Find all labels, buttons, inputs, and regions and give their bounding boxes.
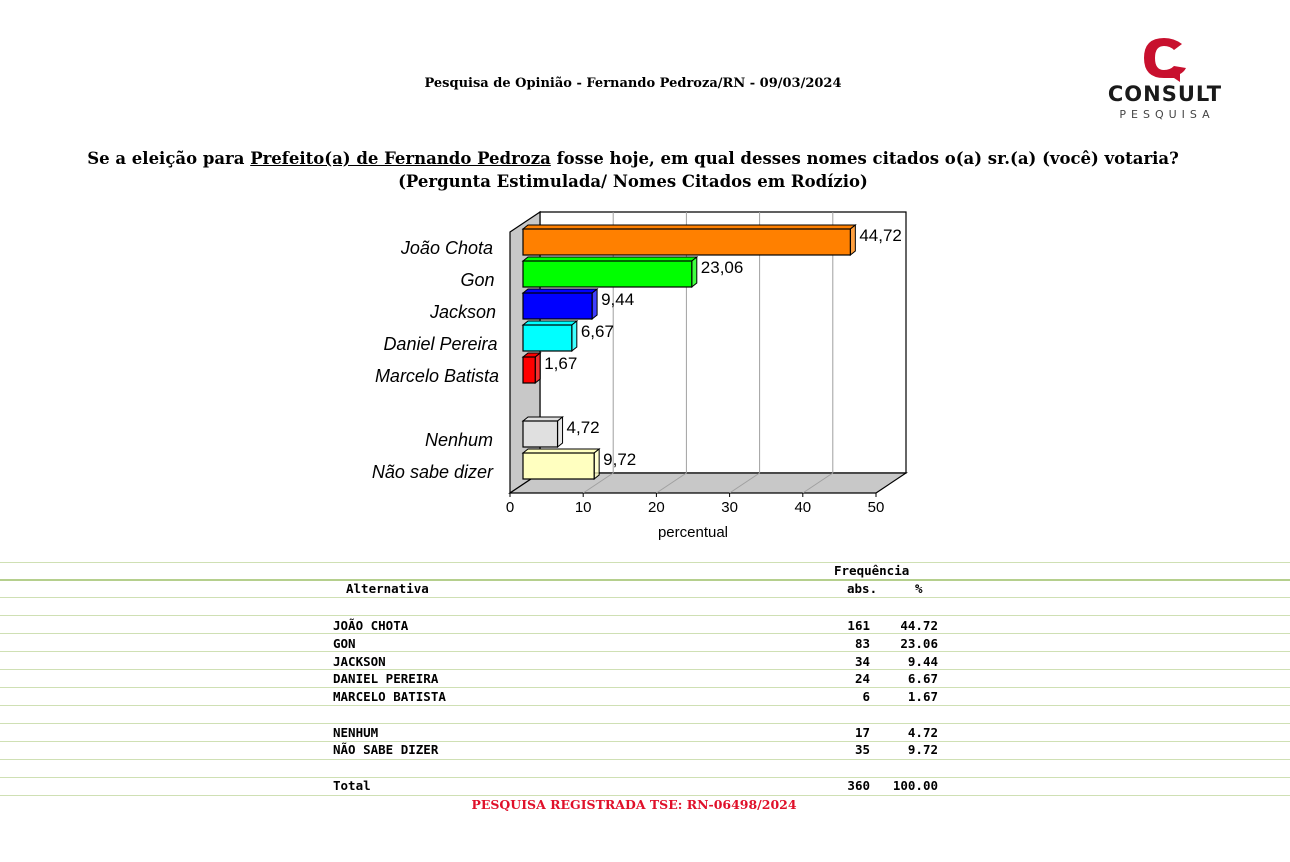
bar-top (523, 289, 597, 293)
category-label: Não sabe dizer (371, 462, 493, 482)
bar-top (523, 449, 599, 453)
table-rule (0, 759, 1290, 760)
table-row-pct: 44.72 (900, 618, 938, 633)
table-col-abs: abs. (847, 581, 878, 596)
table-rule (0, 705, 1290, 706)
table-row-name: GON (333, 636, 356, 651)
bar (523, 257, 697, 287)
bar (523, 417, 563, 447)
bar (523, 321, 577, 351)
bar-value-label: 23,06 (700, 258, 744, 277)
table-row-abs: 35 (854, 742, 870, 757)
logo-wordmark: CONSULT (1107, 82, 1223, 106)
question-subtitle: (Pergunta Estimulada/ Nomes Citados em Rodízio) (398, 172, 868, 191)
table-rule (0, 597, 1290, 598)
bar (523, 449, 599, 479)
table-rule (0, 687, 1290, 688)
bar-value-label: 4,72 (566, 418, 600, 437)
table-row-abs: 24 (854, 671, 870, 686)
x-tick-label: 10 (574, 499, 592, 516)
table-row-pct: 23.06 (900, 636, 938, 651)
tse-registration: PESQUISA REGISTRADA TSE: RN-06498/2024 (471, 797, 797, 812)
table-row-pct: 9.72 (907, 742, 938, 757)
bar-front (523, 421, 558, 447)
x-axis-label: percentual (657, 524, 729, 541)
category-label: Marcelo Batista (374, 366, 499, 386)
bar-side (850, 225, 855, 255)
x-tick-label: 0 (505, 499, 515, 516)
table-freq-header: Frequência (834, 563, 910, 578)
bar-front (523, 293, 592, 319)
bar-front (523, 229, 850, 255)
bar-top (523, 417, 563, 421)
category-label: Jackson (429, 302, 496, 322)
x-tick-label: 30 (721, 499, 738, 516)
table-row-abs: 17 (854, 725, 870, 740)
bar-front (523, 325, 572, 351)
bar-side (572, 321, 577, 351)
question-pre: Se a eleição para (87, 149, 251, 168)
category-label: João Chota (400, 238, 493, 258)
table-rule (0, 795, 1290, 796)
consult-logo (1100, 36, 1230, 126)
table-rule (0, 669, 1290, 670)
bar-front (523, 261, 692, 287)
bar-chart (0, 200, 1290, 545)
bar-front (523, 453, 594, 479)
table-col-alternativa: Alternativa (346, 581, 429, 596)
table-row-abs: 6 (862, 689, 870, 704)
bar-top (523, 257, 697, 261)
table-row-pct: 1.67 (907, 689, 938, 704)
bar-top (523, 321, 577, 325)
table-row-name: JACKSON (333, 654, 386, 669)
table-total-name: Total (333, 778, 371, 793)
table-row-abs: 161 (847, 618, 870, 633)
table-rule (0, 562, 1290, 563)
question-post: fosse hoje, em qual desses nomes citados o(a) sr.(a) (você) votaria? (550, 149, 1179, 168)
category-label: Nenhum (424, 430, 493, 450)
table-col-pct: % (915, 581, 923, 596)
table-rule (0, 777, 1290, 778)
bar-value-label: 1,67 (544, 354, 578, 373)
question-underlined: Prefeito(a) de Fernando Pedroza (250, 149, 551, 168)
bar (523, 353, 540, 383)
bar-side (594, 449, 599, 479)
table-rule (0, 723, 1290, 724)
bar (523, 289, 597, 319)
table-rule (0, 579, 1290, 581)
bar-value-label: 6,67 (580, 322, 614, 341)
table-row-name: DANIEL PEREIRA (333, 671, 439, 686)
bar-value-label: 9,72 (603, 450, 637, 469)
table-row-name: NENHUM (333, 725, 379, 740)
table-row-pct: 9.44 (907, 654, 938, 669)
bar-side (692, 257, 697, 287)
bar-value-label: 44,72 (859, 226, 902, 245)
logo-c-mark-icon (1100, 36, 1230, 82)
table-row-abs: 34 (854, 654, 870, 669)
table-row-abs: 83 (854, 636, 870, 651)
survey-header: Pesquisa de Opinião - Fernando Pedroza/RN - 09/03/2024 (424, 76, 842, 91)
table-row-pct: 4.72 (907, 725, 938, 740)
table-rule (0, 633, 1290, 634)
table-rule (0, 741, 1290, 742)
bar (523, 225, 855, 255)
category-label: Gon (460, 270, 495, 290)
bar-side (558, 417, 563, 447)
bar-value-label: 9,44 (601, 290, 635, 309)
bar-side (535, 353, 540, 383)
table-row-name: NÃO SABE DIZER (333, 742, 439, 757)
logo-subtitle: PESQUISA (1119, 108, 1215, 121)
table-total-pct: 100.00 (892, 778, 938, 793)
table-row-name: JOÃO CHOTA (333, 618, 409, 633)
question-text (0, 147, 1266, 193)
table-rule (0, 615, 1290, 616)
bar-front (523, 357, 535, 383)
bar-side (592, 289, 597, 319)
table-row-pct: 6.67 (907, 671, 938, 686)
table-row-name: MARCELO BATISTA (333, 689, 446, 704)
table-rule (0, 651, 1290, 652)
x-tick-label: 20 (648, 499, 665, 516)
bar-top (523, 225, 855, 229)
x-tick-label: 50 (867, 499, 885, 516)
category-label: Daniel Pereira (383, 334, 498, 354)
x-tick-label: 40 (794, 499, 812, 516)
table-total-abs: 360 (847, 778, 870, 793)
